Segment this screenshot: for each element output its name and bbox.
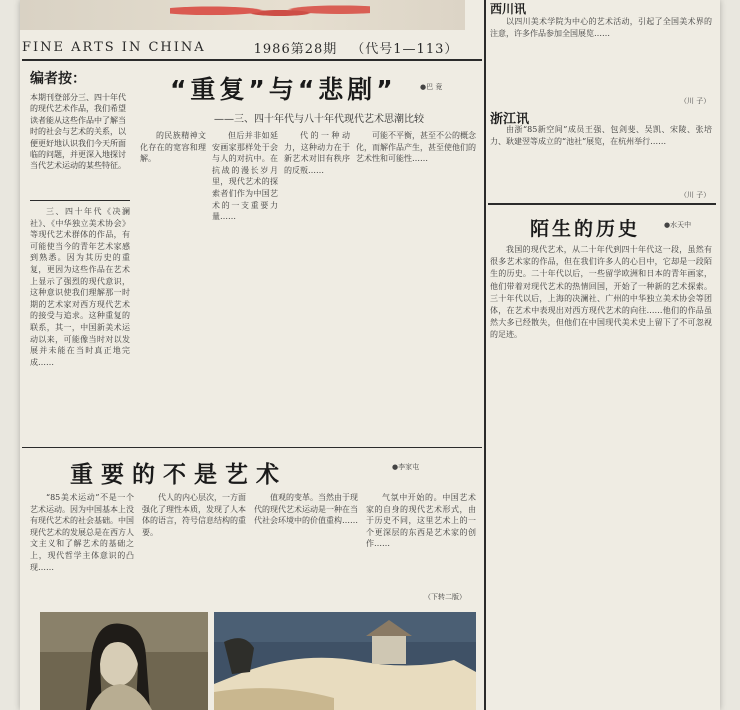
article2-title: 重要的不是艺术: [70, 462, 287, 488]
news1-credit: （川 子）: [680, 97, 711, 105]
masthead-art: [170, 2, 370, 24]
article2-col3-text: 值观的变革。当然由于现代的现代艺术运动是一种在当代社会环境中的价值重构……: [254, 493, 358, 526]
portrait-painting-image: [40, 612, 208, 710]
news2-text-body: 由浙“85新空间”成员王强、包剑斐、吴凯、宋陵、张培力、耿建翌等成立的“池社”展览，在杭州举行……: [490, 125, 712, 146]
article1-col5: [356, 130, 476, 442]
article3-text-body: 我国的现代艺术，从二十年代到四十年代这一段，虽然有很多艺术家的作品，但在我们许多人的心目中，它却是一段陌生的历史。二十年代以后，一些留学欧洲和日本的青年画家，他们带着对现代艺术的热情回国，开始了一种新的艺术探索。三十年代以后，上海的决澜社、广州的中华独立美术协会等团体，在艺术中表现出对西方现代艺术的向往……他们的作品虽然大多已经散失，但他们在中国现代美术史上留下了不可忽视的足迹。: [490, 245, 712, 340]
article2-col4-text: 气氛中开始的。中国艺术家的自身的现代艺术形式，由于历史不同，这里艺术上的一个更深层的东西是艺术家的创作……: [366, 493, 476, 549]
news1-text: [490, 16, 712, 94]
article2-col4: [366, 492, 476, 592]
article1-col2-text: 的民族精神文化存在的宽容和理解。: [140, 131, 206, 164]
section-rule: [22, 447, 482, 448]
article3-text: [490, 244, 712, 708]
news2-text: [490, 124, 712, 188]
article1-title: “重复”与“悲剧”: [170, 75, 397, 104]
article2-byline: ●李家屯: [392, 463, 420, 471]
issue-code: （代号1—113）: [351, 41, 459, 57]
editor-note-rule: [30, 200, 130, 201]
article2-col2: [142, 492, 246, 600]
article1-col4-text: 代的一种动力，这种动力在于新艺术对旧有秩序的反叛……: [284, 131, 350, 175]
article1-subtitle: ——三、四十年代与八十年代现代艺术思潮比较: [214, 114, 424, 125]
news1-text-body: 以四川美术学院为中心的艺术活动，引起了全国美术界的注意，许多作品参加全国展览……: [490, 17, 712, 38]
right-rule: [488, 203, 716, 205]
article1-col1-text: 三、四十年代《决澜社》、《中华独立美术协会》等现代艺术群体的作品，有可能使当今的青年艺术家感到熟悉。因为其历史的重复，更因为这些作品在艺术上显示了强烈的现代意识，这种意识使我们理解那一时期的艺术家对西方现代艺术的接受与追求。这种重复的联系，其一，中国新美术运动以来，可能像当时对以发展并未能在当时真正地完成……: [30, 207, 130, 367]
editor-note-text: 本期刊登部分三、四十年代的现代艺术作品，我们希望读者能从这些作品中了解当时的社会与艺术的关系，以便更好地认识我们今天所面临的问题，并更深入地探讨当代艺术运动的某些特征。: [30, 93, 126, 171]
article1-col3-text: 但后并非如延安画家那样处于会与人的对抗中。在抗战的漫长岁月里，现代艺术的探索者们作为中国艺术的一支重要力量……: [212, 131, 278, 222]
news2-credit: （川 子）: [680, 191, 711, 199]
article2-col3: [254, 492, 358, 600]
header-rule: [22, 59, 482, 61]
news2-header: 浙江讯: [490, 112, 530, 127]
article2-col1-text: “85美术运动”不是一个艺术运动。因为中国基本上没有现代艺术的社会基础。中国现代艺术的发展总是在西方人文主义和了解艺术的基础之上，现代哲学主体意识的凸现……: [30, 493, 134, 572]
article3-byline: ●水天中: [664, 221, 692, 229]
portrait-painting: [40, 612, 208, 710]
article1-col4: [284, 130, 350, 442]
article2-col2-text: 代人的内心层次，一方面强化了理性本质，发现了人本体的语言，符号信息结构的重要。: [142, 493, 246, 537]
news1-header: 西川讯: [490, 2, 527, 16]
article1-byline: ●巴 竟: [420, 83, 443, 91]
masthead-english: FINE ARTS IN CHINA: [22, 39, 206, 55]
column-divider: [484, 0, 486, 710]
article2-col1: [30, 492, 134, 600]
landscape-painting-image: [214, 612, 476, 710]
article3-title: 陌生的历史: [530, 218, 641, 240]
editor-note: [30, 68, 130, 196]
masthead-line: [22, 36, 482, 58]
article1-col2: [140, 130, 206, 442]
article1-col1: [30, 206, 130, 442]
landscape-painting: [214, 612, 476, 710]
continued-note: （下转二版）: [424, 593, 466, 601]
masthead-banner: [20, 0, 465, 30]
issue-number: 1986第28期: [253, 41, 338, 57]
article1-col3: [212, 130, 278, 442]
article1-col5-text: 可能不平衡，甚至不公的概念化，而解作品产生，甚至使他们的艺术性和可能性……: [356, 131, 476, 164]
editor-note-title: 编者按：: [30, 71, 86, 87]
